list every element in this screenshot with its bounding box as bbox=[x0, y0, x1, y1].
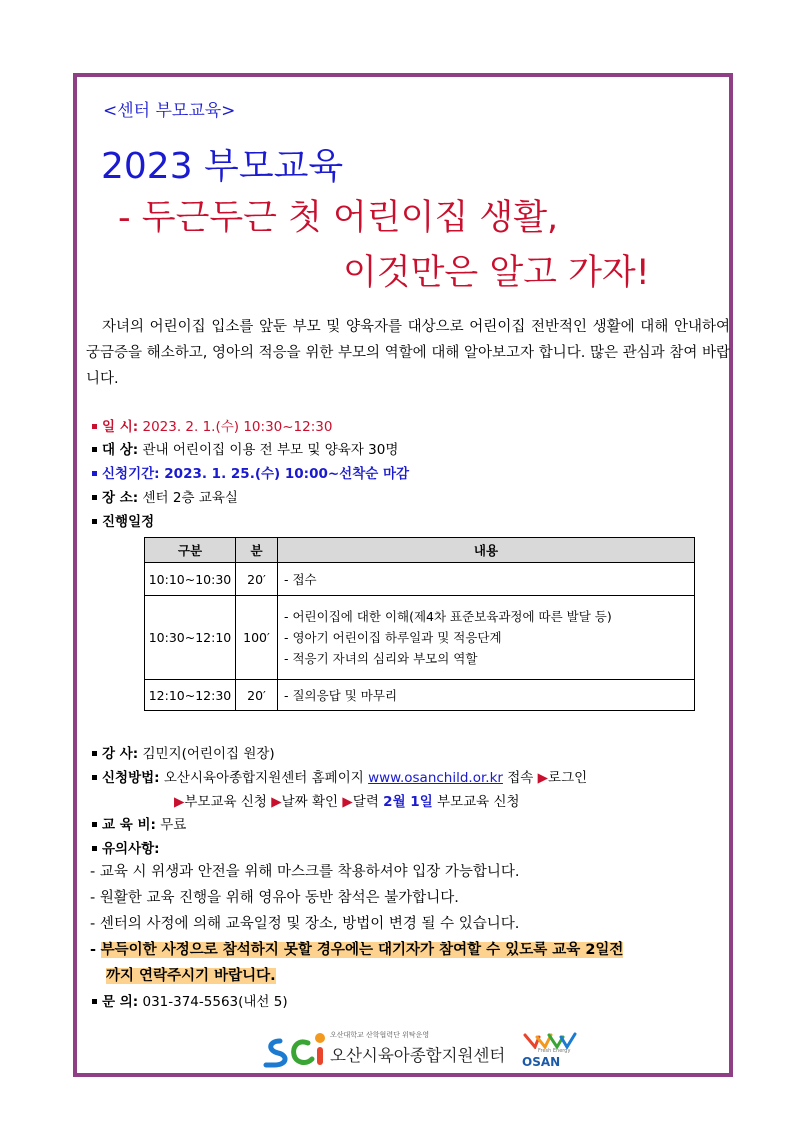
cell-min: 20′ bbox=[236, 563, 278, 596]
note-item: - 원활한 교육 진행을 위해 영유아 동반 참석은 불가합니다. bbox=[90, 890, 459, 906]
bullet-icon bbox=[92, 519, 97, 524]
schedule-table bbox=[144, 537, 695, 711]
cell-min: 100′ bbox=[236, 596, 278, 680]
info-notes-heading: 유의사항: bbox=[92, 837, 160, 857]
highlight-note: - 부득이한 사정으로 참석하지 못할 경우에는 대기자가 참여할 수 있도록 교육 2일전 bbox=[90, 942, 624, 958]
homepage-link[interactable]: www.osanchild.or.kr bbox=[368, 770, 503, 786]
bullet-icon bbox=[92, 775, 97, 780]
info-place: 장 소: 센터 2층 교육실 bbox=[92, 486, 238, 506]
bullet-icon bbox=[92, 846, 97, 851]
cell-content: - 어린이집에 대한 이해(제4차 표준보육과정에 따른 발달 등) - 영아기 어린이집 하루일과 및 적응단계 - 적응기 자녀의 심리와 부모의 역할 bbox=[278, 596, 695, 680]
table-header-row bbox=[145, 538, 695, 563]
bullet-icon bbox=[92, 999, 97, 1004]
triangle-right-icon: ▶ bbox=[271, 794, 282, 810]
highlight-note-cont: 까지 연락주시기 바랍니다. bbox=[106, 968, 276, 984]
info-fee: 교 육 비: 무료 bbox=[92, 813, 186, 833]
info-contact: 문 의: 031-374-5563(내선 5) bbox=[92, 990, 288, 1010]
subtitle-line-1: - 두근두근 첫 어린이집 생활, bbox=[118, 198, 559, 238]
info-lecturer: 강 사: 김민지(어린이집 원장) bbox=[92, 742, 275, 762]
cell-time: 10:10~10:30 bbox=[145, 563, 236, 596]
org-name: 오산시육아종합지원센터 bbox=[330, 1046, 506, 1065]
cell-time: 10:30~12:10 bbox=[145, 596, 236, 680]
triangle-right-icon: ▶ bbox=[342, 794, 353, 810]
cell-time: 12:10~12:30 bbox=[145, 680, 236, 711]
table-row bbox=[145, 596, 695, 680]
triangle-right-icon: ▶ bbox=[174, 794, 185, 810]
info-schedule-heading: 진행일정 bbox=[92, 510, 154, 530]
col-header-content: 내용 bbox=[278, 538, 695, 563]
cell-content: - 질의응답 및 마무리 bbox=[278, 680, 695, 711]
col-header-time: 구분 bbox=[145, 538, 236, 563]
bullet-icon bbox=[92, 822, 97, 827]
table-row bbox=[145, 680, 695, 711]
org-operator-text: 오산대학교 산학협력단 위탁운영 bbox=[330, 1031, 430, 1039]
bullet-icon bbox=[92, 751, 97, 756]
info-target: 대 상: 관내 어린이집 이용 전 부모 및 양육자 30명 bbox=[92, 438, 398, 458]
page-title: 2023 부모교육 bbox=[101, 146, 344, 187]
fresh-energy-text: Fresh Energy bbox=[538, 1048, 571, 1054]
section-tag: <센터 부모교육> bbox=[103, 101, 236, 121]
note-item: - 교육 시 위생과 안전을 위해 마스크를 착용하셔야 입장 가능합니다. bbox=[90, 864, 520, 880]
cell-content: - 접수 bbox=[278, 563, 695, 596]
info-apply-method-cont: ▶부모교육 신청 ▶날짜 확인 ▶달력 2월 1일 부모교육 신청 bbox=[174, 794, 520, 810]
bullet-icon bbox=[92, 471, 97, 476]
table-row bbox=[145, 563, 695, 596]
subtitle-line-2: 이것만은 알고 가자! bbox=[343, 253, 650, 293]
apply-date: 2월 1일 bbox=[383, 794, 433, 810]
triangle-right-icon: ▶ bbox=[537, 770, 549, 786]
bullet-icon bbox=[92, 447, 97, 452]
bullet-icon bbox=[92, 424, 97, 429]
info-apply-period: 신청기간: 2023. 1. 25.(수) 10:00~선착순 마감 bbox=[92, 462, 409, 482]
col-header-min: 분 bbox=[236, 538, 278, 563]
intro-paragraph: 자녀의 어린이집 입소를 앞둔 부모 및 양육자를 대상으로 어린이집 전반적인 생활에 대해 안내하여 궁금증을 해소하고, 영아의 적응을 위한 부모의 역할에 대해 알아보고자 합니다. 많은 관심과 참여 바랍니다. bbox=[86, 319, 730, 387]
cell-min: 20′ bbox=[236, 680, 278, 711]
center-logo-icon bbox=[262, 1029, 328, 1073]
osan-logo-text: OSAN bbox=[522, 1055, 561, 1069]
info-apply-method: 신청방법: 오산시육아종합지원센터 홈페이지 www.osanchild.or.kr 접속 ▶로그인 bbox=[92, 766, 587, 786]
info-date: 일 시: 2023. 2. 1.(수) 10:30~12:30 bbox=[92, 415, 332, 435]
note-item: - 센터의 사정에 의해 교육일정 및 장소, 방법이 변경 될 수 있습니다. bbox=[90, 916, 520, 932]
bullet-icon bbox=[92, 495, 97, 500]
